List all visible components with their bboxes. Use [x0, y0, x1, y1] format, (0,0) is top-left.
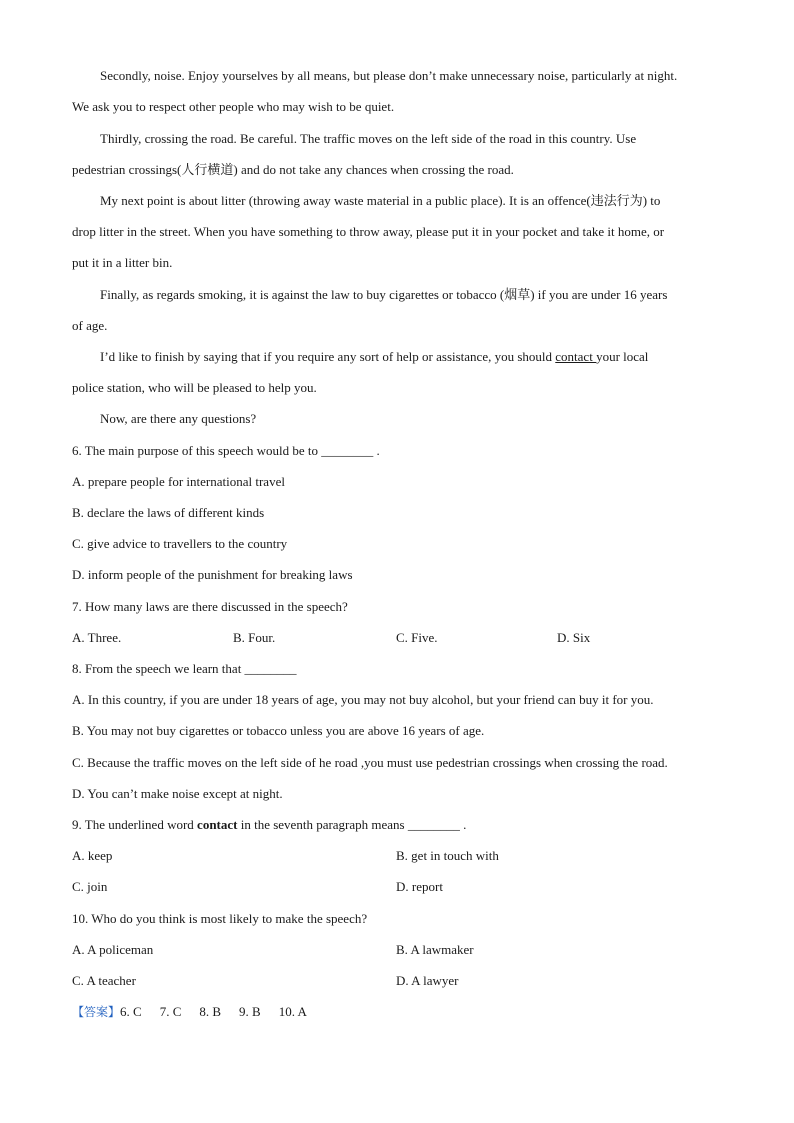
question-option: D. inform people of the punishment for breaking laws: [72, 567, 353, 582]
question-option: B. You may not buy cigarettes or tobacco unless you are above 16 years of age.: [72, 723, 485, 738]
question-stem-text: in the seventh paragraph means ________ .: [237, 817, 467, 832]
passage-line: put it in a litter bin.: [72, 255, 173, 270]
underlined-word-contact: contact: [555, 349, 597, 364]
question-stem: [72, 817, 722, 833]
answer-item: 9. B: [239, 1004, 261, 1019]
question-option: D. A lawyer: [396, 973, 459, 988]
answer-key: [72, 1004, 722, 1020]
question-option: C. A teacher: [72, 973, 136, 988]
question-option: A. A policeman: [72, 942, 154, 957]
passage-line: of age.: [72, 318, 108, 333]
question-option: C. join: [72, 879, 108, 894]
question-option: B. get in touch with: [396, 848, 499, 863]
passage-line: [100, 349, 722, 365]
passage-line: drop litter in the street. When you have something to throw away, please put it in your pocket and take it home, or: [72, 224, 665, 239]
passage-text: your local: [596, 349, 649, 364]
passage-line: We ask you to respect other people who may wish to be quiet.: [72, 99, 395, 114]
passage-line: Now, are there any questions?: [100, 411, 257, 426]
question-option: D. You can’t make noise except at night.: [72, 786, 283, 801]
passage-line: police station, who will be pleased to help you.: [72, 380, 317, 395]
question-option: B. Four.: [233, 630, 276, 645]
question-stem: 7. How many laws are there discussed in the speech?: [72, 599, 348, 614]
answer-item: 7. C: [159, 1004, 182, 1019]
answer-item: 6. C: [120, 1004, 142, 1019]
question-option: D. report: [396, 879, 443, 894]
answer-item: 8. B: [199, 1004, 222, 1019]
question-option: D. Six: [557, 630, 591, 645]
question-stem: 10. Who do you think is most likely to make the speech?: [72, 911, 368, 926]
question-stem-text: 9. The underlined word: [72, 817, 198, 832]
question-option: A. Three.: [72, 630, 122, 645]
passage-line: Secondly, noise. Enjoy yourselves by all means, but please don’t make unnecessary noise, particularly at night.: [100, 68, 678, 83]
question-option: B. declare the laws of different kinds: [72, 505, 265, 520]
question-option: A. keep: [72, 848, 113, 863]
passage-line: pedestrian crossings(人行横道) and do not take any chances when crossing the road.: [72, 162, 514, 177]
answer-label: 【答案】: [72, 1005, 121, 1019]
passage-line: My next point is about litter (throwing away waste material in a public place). It is an offence(违法行为) to: [100, 193, 661, 208]
bold-word-contact: contact: [197, 817, 238, 832]
question-option: A. prepare people for international travel: [72, 474, 285, 489]
question-option: C. Because the traffic moves on the left side of he road ,you must use pedestrian crossings when crossing the road.: [72, 755, 668, 770]
answer-item: 10. A: [278, 1004, 307, 1019]
question-option: A. In this country, if you are under 18 years of age, you may not buy alcohol, but your friend can buy it for you.: [72, 692, 654, 707]
passage-line: Thirdly, crossing the road. Be careful. The traffic moves on the left side of the road in this country. Use: [100, 131, 637, 146]
passage-text: I’d like to finish by saying that if you require any sort of help or assistance, you should: [100, 349, 553, 364]
passage-line: Finally, as regards smoking, it is against the law to buy cigarettes or tobacco (烟草) if you are under 16 years: [100, 287, 668, 302]
question-option: C. give advice to travellers to the country: [72, 536, 288, 551]
question-option: C. Five.: [396, 630, 438, 645]
question-stem: 8. From the speech we learn that ________: [72, 661, 297, 676]
question-stem: 6. The main purpose of this speech would be to ________ .: [72, 443, 380, 458]
question-option: B. A lawmaker: [396, 942, 474, 957]
